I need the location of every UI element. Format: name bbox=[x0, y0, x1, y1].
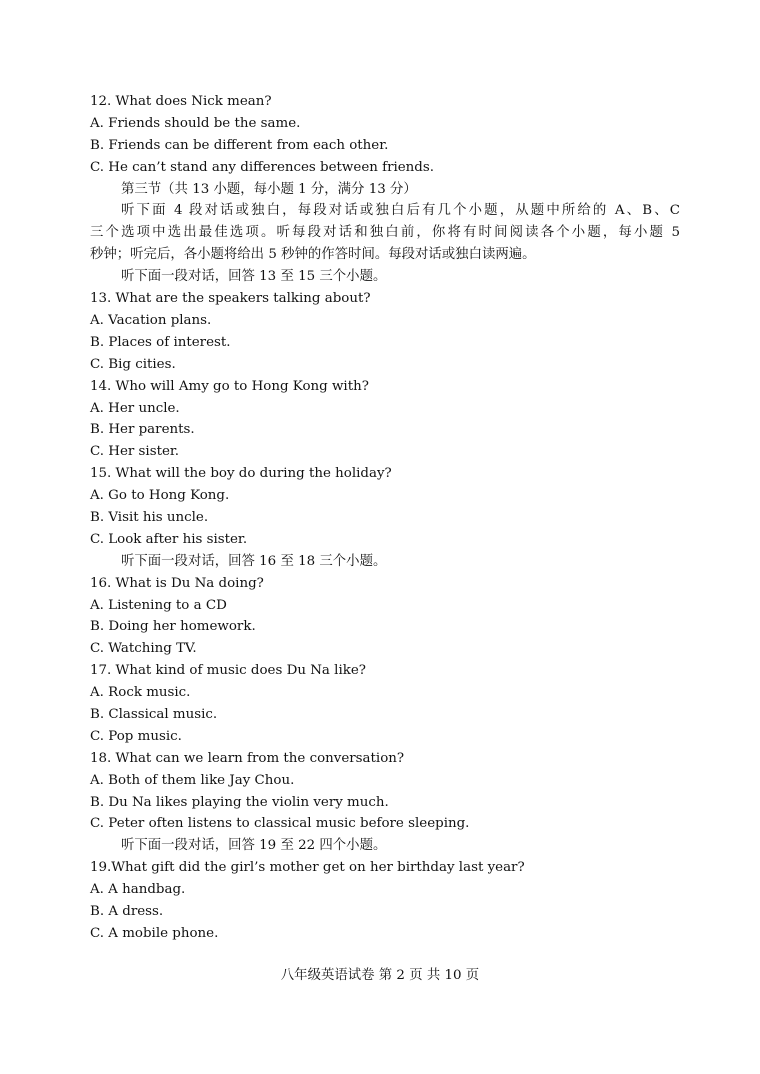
answer-option: A. Go to Hong Kong. bbox=[90, 488, 230, 504]
page-footer: 八年级英语试卷 第 2 页 共 10 页 bbox=[280, 968, 480, 983]
question-stem: 12. What does Nick mean? bbox=[90, 94, 272, 109]
answer-option: A. Her uncle. bbox=[90, 400, 180, 416]
answer-option: B. Places of interest. bbox=[90, 334, 231, 350]
answer-option: B. Her parents. bbox=[90, 422, 195, 438]
text-line: 三个选项中选出最佳选项。听每段对话和独白前，你将有时间阅读各个小题，每小题 5 bbox=[90, 225, 680, 241]
answer-option: A. Friends should be the same. bbox=[90, 115, 301, 131]
answer-option: A. Vacation plans. bbox=[90, 312, 212, 328]
section-instruction: 听下面一段对话，回答 13 至 15 三个小题。 bbox=[121, 269, 387, 285]
answer-option: A. Rock music. bbox=[90, 685, 191, 701]
answer-option: C. He can’t stand any differences between friends. bbox=[90, 159, 435, 175]
question-stem: 18. What can we learn from the conversation? bbox=[90, 750, 405, 766]
answer-option: A. Listening to a CD bbox=[90, 597, 227, 613]
text-line: 秒钟；听完后，各小题将给出 5 秒钟的作答时间。每段对话或独白读两遍。 bbox=[90, 247, 536, 263]
question-stem: 13. What are the speakers talking about? bbox=[90, 291, 371, 307]
section-instruction: 听下面一段对话，回答 19 至 22 四个小题。 bbox=[121, 838, 387, 854]
answer-option: C. Watching TV. bbox=[90, 641, 197, 657]
answer-option: C. Pop music. bbox=[90, 728, 182, 744]
section-instruction: 第三节（共 13 小题，每小题 1 分，满分 13 分） bbox=[121, 181, 417, 197]
answer-option: B. Visit his uncle. bbox=[90, 509, 209, 525]
exam-content bbox=[90, 91, 680, 945]
answer-option: B. Du Na likes playing the violin very much. bbox=[90, 794, 389, 810]
answer-option: B. Classical music. bbox=[90, 706, 218, 722]
answer-option: C. A mobile phone. bbox=[90, 925, 219, 941]
answer-option: C. Look after his sister. bbox=[90, 531, 248, 547]
answer-option: B. Friends can be different from each other. bbox=[90, 137, 389, 153]
section-instruction: 听下面一段对话，回答 16 至 18 三个小题。 bbox=[121, 553, 387, 569]
question-stem: 14. Who will Amy go to Hong Kong with? bbox=[90, 378, 369, 394]
section-instruction: 听下面 4 段对话或独白，每段对话或独白后有几个小题，从题中所给的 A、B、C bbox=[121, 203, 680, 219]
question-stem: 15. What will the boy do during the holiday? bbox=[90, 466, 392, 482]
answer-option: C. Big cities. bbox=[90, 356, 176, 372]
answer-option: C. Peter often listens to classical music before sleeping. bbox=[90, 816, 470, 832]
question-stem: 19.What gift did the girl’s mother get on her birthday last year? bbox=[90, 860, 525, 876]
question-stem: 17. What kind of music does Du Na like? bbox=[90, 663, 366, 679]
answer-option: A. A handbag. bbox=[90, 882, 186, 898]
answer-option: A. Both of them like Jay Chou. bbox=[90, 772, 295, 788]
answer-option: C. Her sister. bbox=[90, 444, 180, 460]
answer-option: B. Doing her homework. bbox=[90, 619, 256, 635]
answer-option: B. A dress. bbox=[90, 903, 164, 919]
question-stem: 16. What is Du Na doing? bbox=[90, 575, 264, 591]
